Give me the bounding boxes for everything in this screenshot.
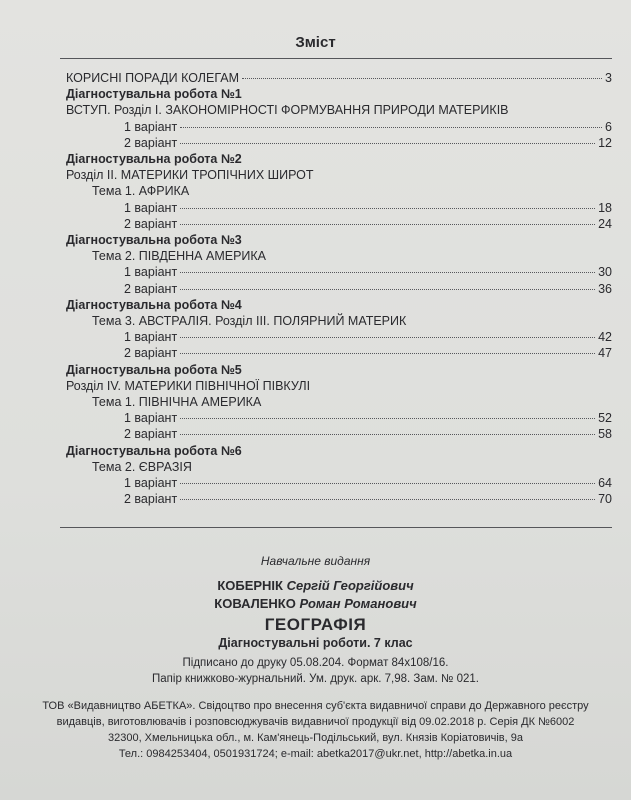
toc-entry	[124, 345, 612, 361]
toc-dot-leader	[180, 271, 595, 273]
toc-page-number: 58	[598, 427, 612, 442]
toc-page-number: 64	[598, 476, 612, 490]
toc-entry	[124, 329, 612, 345]
toc-entry-label: 1 варіант	[124, 200, 178, 215]
toc-entry-label: 2 варіант	[124, 135, 178, 150]
toc-page-number: 6	[605, 119, 612, 134]
toc-entry	[124, 491, 612, 507]
toc-page-number: 30	[598, 265, 612, 280]
author-1	[0, 578, 631, 593]
page-title: Зміст	[295, 34, 336, 51]
toc-entry-label: 2 варіант	[124, 492, 178, 507]
toc-page-number: 12	[598, 135, 612, 150]
toc-dot-leader	[180, 288, 595, 290]
toc-dot-leader	[180, 433, 595, 435]
toc-entry	[124, 216, 612, 232]
toc-entry-label: 2 варіант	[124, 346, 178, 361]
toc-entry-label: 2 варіант	[124, 427, 178, 442]
toc-entry-label: 2 варіант	[124, 281, 178, 296]
toc-entry-label: 1 варіант	[124, 330, 178, 345]
author-1-name: Сергій Георгійович	[286, 578, 414, 593]
toc-dot-leader	[180, 126, 602, 128]
toc-dot-leader	[180, 352, 595, 354]
author-2-surname: КОВАЛЕНКО	[214, 596, 296, 611]
toc-page-number: 47	[598, 346, 612, 361]
author-1-surname: КОБЕРНІК	[217, 578, 283, 593]
toc-topic: Тема 1. ПІВНІЧНА АМЕРИКА	[92, 395, 262, 409]
toc-topic: Тема 3. АВСТРАЛІЯ. Розділ ІІІ. ПОЛЯРНИЙ МАТЕРИК	[92, 314, 407, 328]
toc-dot-leader	[180, 417, 595, 419]
print-info-2: Папір книжково-журнальний. Ум. друк. арк. 7,98. Зам. № 021.	[152, 673, 479, 685]
toc-entry-label: 1 варіант	[124, 411, 178, 426]
bottom-rule	[60, 527, 612, 528]
toc-entry-label: КОРИСНІ ПОРАДИ КОЛЕГАМ	[66, 71, 240, 85]
toc-entry-label: 1 варіант	[124, 265, 178, 280]
toc-entry	[66, 70, 612, 86]
toc-page-number: 42	[598, 330, 612, 345]
book-subtitle: Діагностувальні роботи. 7 клас	[218, 636, 413, 650]
toc-section-heading: Діагностувальна робота №2	[66, 152, 242, 166]
toc-entry-label: 1 варіант	[124, 119, 178, 134]
toc-page-number: 24	[598, 216, 612, 231]
toc-entry	[124, 410, 612, 426]
publisher-address: 32300, Хмельницька обл., м. Кам'янець-Подільський, вул. Князів Коріатовичів, 9а	[107, 732, 523, 744]
publisher-contacts: Тел.: 0984253404, 0501931724; e-mail: abetka2017@ukr.net, http://abetka.in.ua	[118, 748, 513, 760]
toc-section-heading: Діагностувальна робота №3	[66, 233, 242, 247]
toc-entry	[124, 264, 612, 280]
toc-dot-leader	[180, 142, 595, 144]
toc-page-number: 36	[598, 281, 612, 296]
print-info-1: Підписано до друку 05.08.204. Формат 84х108/16.	[182, 657, 449, 669]
toc-entry	[124, 200, 612, 216]
toc-dot-leader	[180, 498, 595, 500]
toc-section-heading: Діагностувальна робота №6	[66, 443, 242, 458]
toc-topic: Тема 1. АФРИКА	[92, 184, 190, 199]
edition-type: Навчальне видання	[260, 554, 371, 568]
toc-entry	[124, 475, 612, 491]
toc-topic: Тема 2. ПІВДЕННА АМЕРИКА	[92, 249, 267, 264]
toc-dot-leader	[242, 77, 602, 79]
toc-section-heading: Діагностувальна робота №1	[66, 87, 242, 102]
toc-section-heading: Діагностувальна робота №4	[66, 297, 242, 312]
author-2	[0, 596, 631, 611]
author-2-name: Роман Романович	[299, 596, 417, 611]
toc-dot-leader	[180, 482, 595, 484]
toc-page-number: 70	[598, 492, 612, 507]
toc-entry-label: 1 варіант	[124, 476, 178, 490]
toc-page-number: 18	[598, 200, 612, 215]
toc-page-number: 52	[598, 411, 612, 426]
top-rule	[60, 58, 612, 59]
toc-section-heading: Діагностувальна робота №5	[66, 362, 242, 377]
toc-dot-leader	[180, 223, 595, 225]
toc-topic: ВСТУП. Розділ І. ЗАКОНОМІРНОСТІ ФОРМУВАННЯ ПРИРОДИ МАТЕРИКІВ	[66, 103, 509, 118]
publisher-info-2: видавців, виготовлювачів і розповсюджувачів видавничої продукції від 09.02.2018 р. Серія ДК №6002	[56, 716, 575, 728]
toc-dot-leader	[180, 336, 595, 338]
toc-entry-label: 2 варіант	[124, 216, 178, 231]
toc-topic: Розділ IV. МАТЕРИКИ ПІВНІЧНОЇ ПІВКУЛІ	[66, 378, 311, 393]
toc-topic: Розділ ІІ. МАТЕРИКИ ТРОПІЧНИХ ШИРОТ	[66, 168, 314, 183]
toc-page-number: 3	[605, 71, 612, 85]
toc-entry	[124, 426, 612, 442]
toc-entry	[124, 281, 612, 297]
publisher-info-1: ТОВ «Видавництво АБЕТКА». Свідоцтво про внесення суб'єкта видавничої справи до Державного реєстру	[42, 700, 589, 712]
toc-entry	[124, 119, 612, 135]
toc-entry	[124, 135, 612, 151]
toc-topic: Тема 2. ЄВРАЗІЯ	[92, 459, 192, 474]
book-title: ГЕОГРАФІЯ	[264, 615, 367, 634]
toc-dot-leader	[180, 207, 595, 209]
